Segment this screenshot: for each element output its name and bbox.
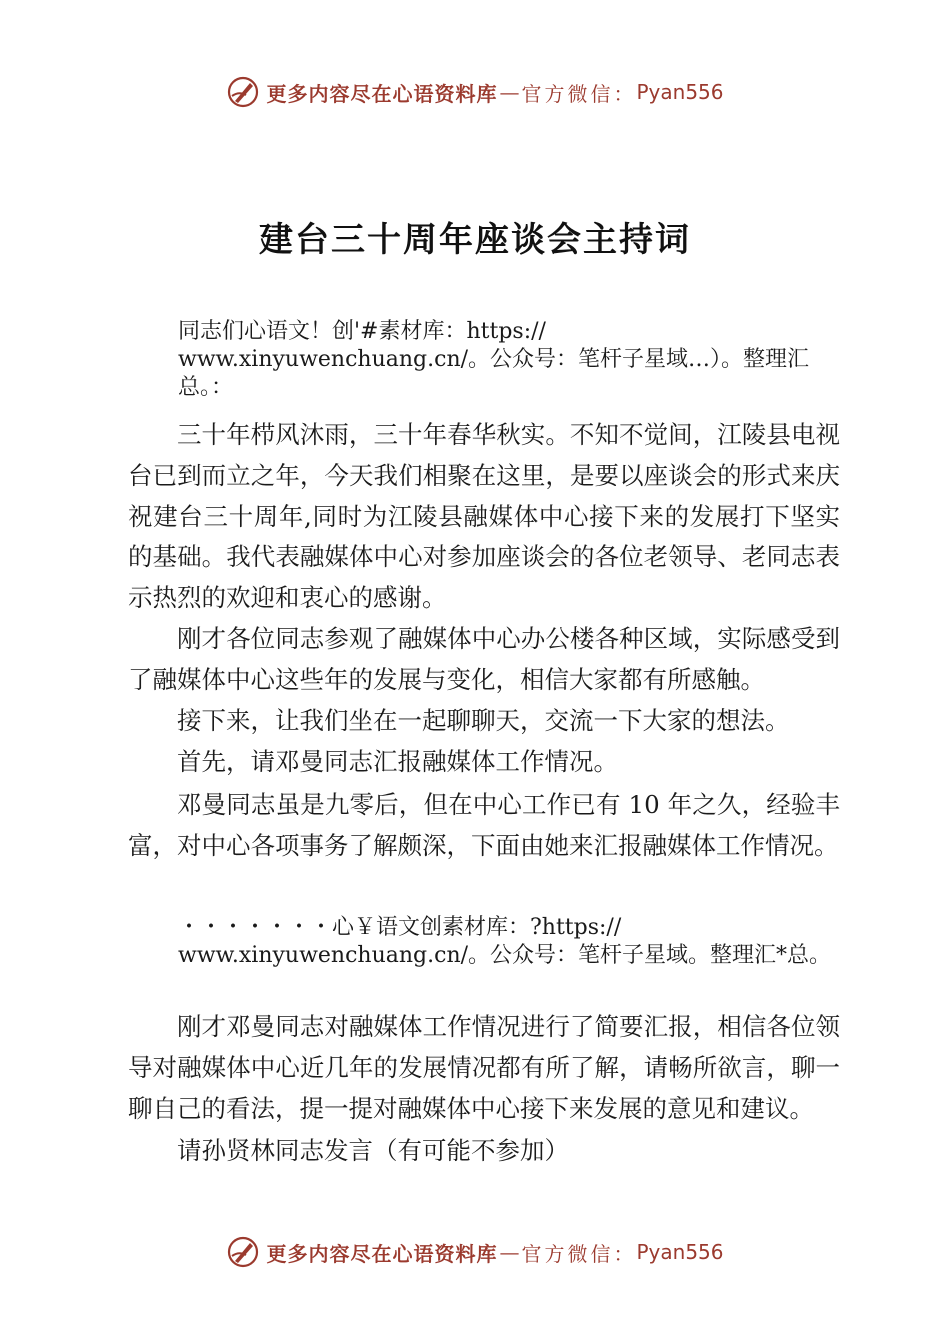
paragraph-text: ・・・・・・・心￥语文创素材库：?https:// www.xinyuwenchuang.cn/。公众号：笔杆子星域。整理汇*总。	[178, 915, 832, 968]
watermark-wechat-id: Pyan556	[636, 1240, 724, 1264]
header-watermark	[0, 72, 950, 112]
footer-watermark	[0, 1232, 950, 1272]
body-paragraph: 请孙贤林同志发言（有可能不参加）	[177, 1136, 569, 1165]
body-paragraph: 邓曼同志虽是九零后，但在中心工作已有 10 年之久，经验丰富，对中心各项事务了解颇深，下面由她来汇报融媒体工作情况。	[128, 790, 840, 860]
body-paragraph: 刚才各位同志参观了融媒体中心办公楼各种区域，实际感受到了融媒体中心这些年的发展与变化，相信大家都有所感触。	[128, 624, 840, 694]
watermark-wechat-label: 官方微信：	[521, 81, 637, 106]
source-note-paragraph	[178, 318, 840, 402]
document-title: 建台三十周年座谈会主持词	[259, 220, 691, 260]
watermark-brand: 更多内容尽在心语资料库	[266, 81, 498, 106]
watermark-separator: —	[499, 80, 520, 104]
body-paragraph: 首先，请邓曼同志汇报融媒体工作情况。	[177, 747, 618, 776]
watermark-wechat-id: Pyan556	[636, 80, 724, 104]
body-paragraph: 接下来，让我们坐在一起聊聊天，交流一下大家的想法。	[177, 706, 790, 735]
body-paragraph: 刚才邓曼同志对融媒体工作情况进行了简要汇报，相信各位领导对融媒体中心近几年的发展情况都有所了解，请畅所欲言，聊一聊自己的看法，提一提对融媒体中心接下来发展的意见和建议。	[128, 1012, 840, 1123]
body-paragraph: 三十年栉风沐雨，三十年春华秋实。不知不觉间，江陵县电视台已到而立之年，今天我们相聚在这里，是要以座谈会的形式来庆祝建台三十周年,同时为江陵县融媒体中心接下来的发展打下坚实的基础。我代表融媒体中心对参加座谈会的各位老领导、老同志表示热烈的欢迎和衷心的感谢。	[128, 420, 840, 613]
quill-pen-icon	[226, 1235, 260, 1269]
paragraph-text: 同志们心语文！创'#素材库：https:// www.xinyuwenchuang.cn/。公众号：笔杆子星域…）。整理汇总。：	[178, 319, 810, 400]
watermark-separator: —	[499, 1240, 520, 1264]
watermark-brand: 更多内容尽在心语资料库	[266, 1241, 498, 1266]
watermark-wechat-label: 官方微信：	[521, 1241, 637, 1266]
quill-pen-icon	[226, 75, 260, 109]
source-note-paragraph	[178, 914, 840, 970]
